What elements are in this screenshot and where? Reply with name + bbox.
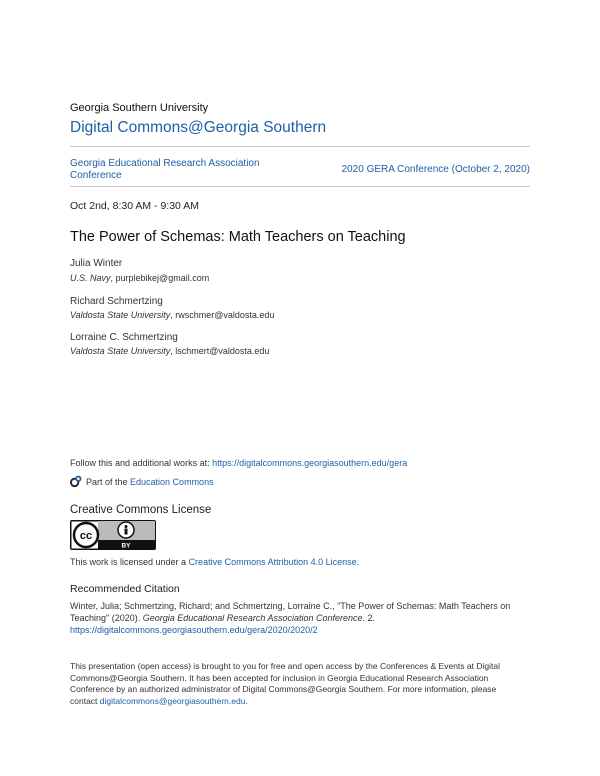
author-email: lschmert@valdosta.edu xyxy=(175,346,270,356)
collection-link[interactable]: Georgia Educational Research Association Conference xyxy=(70,158,260,181)
follow-link[interactable]: https://digitalcommons.georgiasouthern.edu/gera xyxy=(212,458,408,468)
citation-text: Winter, Julia; Schmertzing, Richard; and Schmertzing, Lorraine C., "The Power of Schemas: Math Teachers on Teaching" (2020). xyxy=(70,601,511,623)
by-letters: BY xyxy=(121,542,131,550)
session-time: Oct 2nd, 8:30 AM - 9:30 AM xyxy=(70,200,199,212)
license-link[interactable]: Creative Commons Attribution 4.0 License xyxy=(188,557,357,567)
affiliation-name: Valdosta State University xyxy=(70,346,171,356)
author-email: purplebikej@gmail.com xyxy=(115,273,210,283)
follow-text: Follow this and additional works at: xyxy=(70,458,213,468)
cc-by-badge-graphic xyxy=(70,520,156,550)
author-name: Richard Schmertzing xyxy=(70,296,163,307)
affiliation-name: Valdosta State University xyxy=(70,310,171,320)
education-commons-link[interactable]: Education Commons xyxy=(130,477,214,487)
institution-name: Georgia Southern University xyxy=(70,102,209,114)
license-text: This work is licensed under a xyxy=(70,557,189,567)
author-name: Lorraine C. Schmertzing xyxy=(70,332,178,343)
license-period: . xyxy=(356,557,360,567)
divider-top xyxy=(70,146,530,147)
event-link[interactable]: 2020 GERA Conference (October 2, 2020) xyxy=(341,164,530,175)
footer-notice xyxy=(70,661,525,707)
affiliation-name: U.S. Navy xyxy=(70,273,111,283)
repository-link[interactable]: Digital Commons@Georgia Southern xyxy=(70,119,327,136)
author-name: Julia Winter xyxy=(70,258,123,269)
divider-bottom xyxy=(70,186,530,187)
follow-line xyxy=(70,458,407,468)
cc-by-badge[interactable] xyxy=(70,520,156,550)
author-affiliation: U.S. Navy, purplebikej@gmail.com xyxy=(70,273,210,283)
cc-letters: cc xyxy=(79,530,93,542)
paper-title: The Power of Schemas: Math Teachers on Teaching xyxy=(70,229,406,245)
footer-period: . xyxy=(245,695,248,706)
citation-heading: Recommended Citation xyxy=(70,583,180,595)
footer-text: This presentation (open access) is brought to you for free and open access by the Conferences & Events at Digital Commons@Georgia Southern. It has been accepted for inclusion in Georgia Educational Research Association Conference by an authorized administrator of Digital Commons@Georgia Southern. For more information, please contact xyxy=(70,661,500,706)
citation-block xyxy=(70,600,535,636)
citation-url[interactable]: https://digitalcommons.georgiasouthern.edu/gera/2020/2020/2 xyxy=(70,625,318,635)
citation-number: . 2. xyxy=(362,613,376,623)
license-heading: Creative Commons License xyxy=(70,504,212,516)
contact-email-link[interactable]: digitalcommons@georgiasouthern.edu xyxy=(99,695,246,706)
open-access-icon xyxy=(70,475,83,488)
part-of-text: Part of the xyxy=(86,477,131,487)
author-email: rwschmer@valdosta.edu xyxy=(175,310,275,320)
part-of-line xyxy=(70,475,214,488)
author-affiliation: Valdosta State University, lschmert@valdosta.edu xyxy=(70,346,270,356)
author-affiliation: Valdosta State University, rwschmer@valdosta.edu xyxy=(70,310,275,320)
license-line xyxy=(70,557,359,567)
citation-source: Georgia Educational Research Association Conference xyxy=(142,613,363,623)
